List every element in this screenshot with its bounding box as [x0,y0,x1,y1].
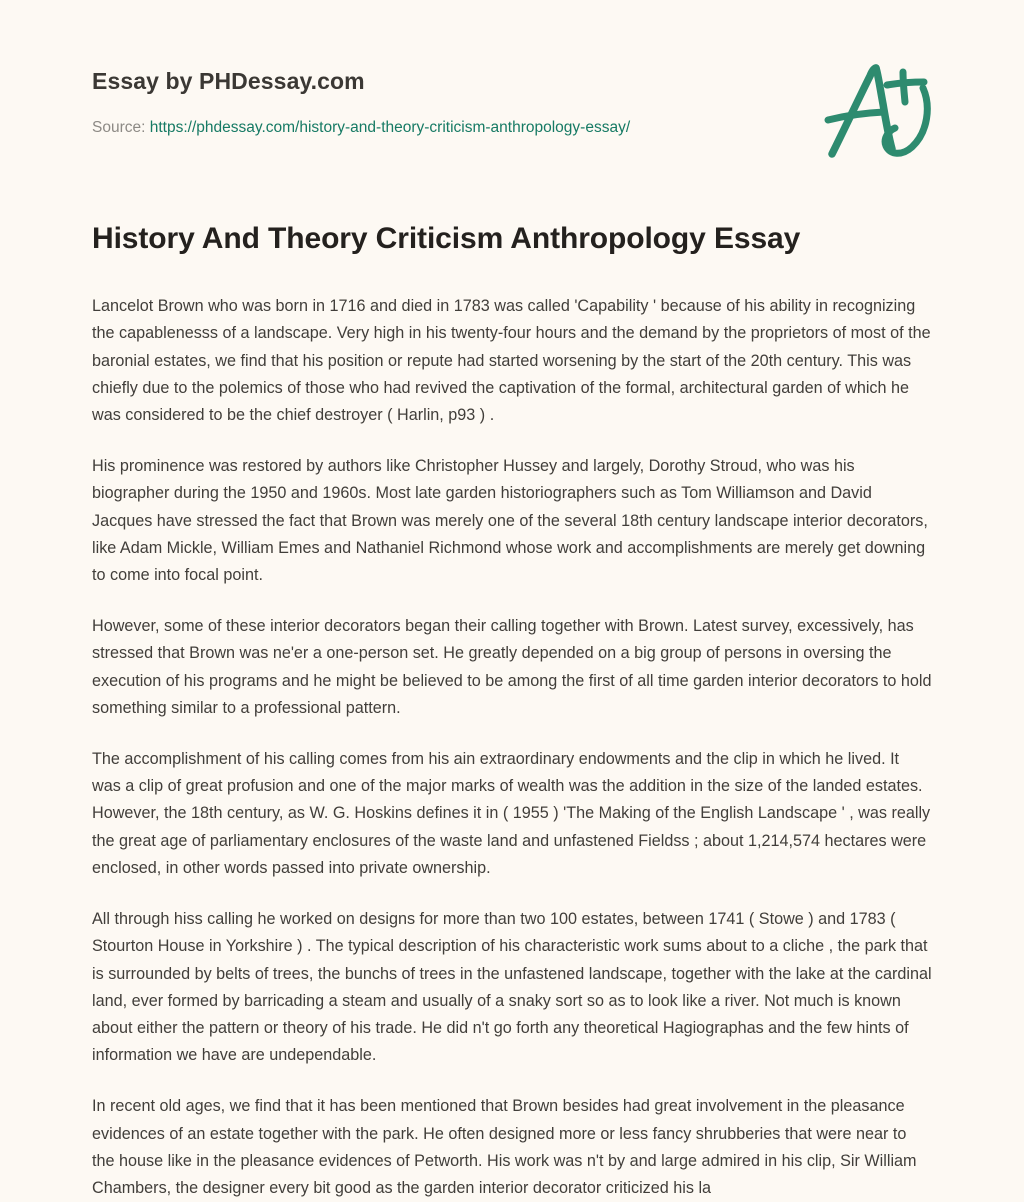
paragraph: However, some of these interior decorators began their calling together with Brown. Latest survey, excessively, has stressed that Brown was ne'er a one-person set. He greatly depended on a big group of persons in oversing the execution of his programs and he might be believed to be among the first of all time garden interior decorators to hold something similar to a professional pattern. [92,617,932,717]
source-url-link[interactable]: https://phdessay.com/history-and-theory-criticism-anthropology-essay/ [149,118,631,136]
article-body [92,257,932,1202]
paragraph: Lancelot Brown who was born in 1716 and died in 1783 was called 'Capability ' because of his ability in recognizing the capablenesss of a landscape. Very high in his twenty-four hours and the demand by the proprietors of most of the baronial estates, we find that his position or repute had started worsening by the start of the 20th century. This was chiefly due to the polemics of those who had revived the captivation of the formal, architectural garden of which he was considered to be the chief destroyer ( Harlin, p93 ) . [92,297,931,425]
source-label: Source: [92,118,146,136]
paragraph: All through hiss calling he worked on designs for more than two 100 estates, between 1741 ( Stowe ) and 1783 ( Stourton House in Yorkshire ) . The typical description of his characteristic work sums about to a cliche , the park that is surrounded by belts of trees, the bunchs of trees in the unfastened landscape, together with the lake at the cardinal land, ever formed by barricading a steam and usually of a snaky sort so as to look like a river. Not much is known about either the pattern or theory of his trade. He did n't go forth any theoretical Hagiographas and the few hints of information we have are undependable. [92,910,932,1065]
source-line [92,118,932,138]
brand-title: Essay by PHDessay.com [92,68,365,94]
paragraph: His prominence was restored by authors like Christopher Hussey and largely, Dorothy Stroud, who was his biographer during the 1950 and 1960s. Most late garden historiographers such as Tom Williamson and David Jacques have stressed the fact that Brown was merely one of the several 18th century landscape interior decorators, like Adam Mickle, William Emes and Nathaniel Richmond whose work and accomplishments are merely get downing to come into focal point. [92,457,928,585]
page-title: History And Theory Criticism Anthropology Essay [92,221,801,255]
paragraph: The accomplishment of his calling comes from his ain extraordinary endowments and the clip in which he lived. It was a clip of great profusion and one of the major marks of wealth was the addition in the size of the landed estates. However, the 18th century, as W. G. Hoskins defines it in ( 1955 ) 'The Making of the English Landscape ' , was really the great age of parliamentary enclosures of the waste land and unfastened Fieldss ; about 1,214,574 hectares were enclosed, in other words passed into private ownership. [92,750,931,877]
paragraph: In recent old ages, we find that it has been mentioned that Brown besides had great involvement in the pleasance evidences of an estate together with the park. He often designed more or less fancy shrubberies that were near to the house like in the pleasance evidences of Petworth. His work was n't by and large admired in his clip, Sir William Chambers, the designer every bit good as the garden interior decorator criticized his la [92,1097,917,1197]
document-header [92,0,932,138]
